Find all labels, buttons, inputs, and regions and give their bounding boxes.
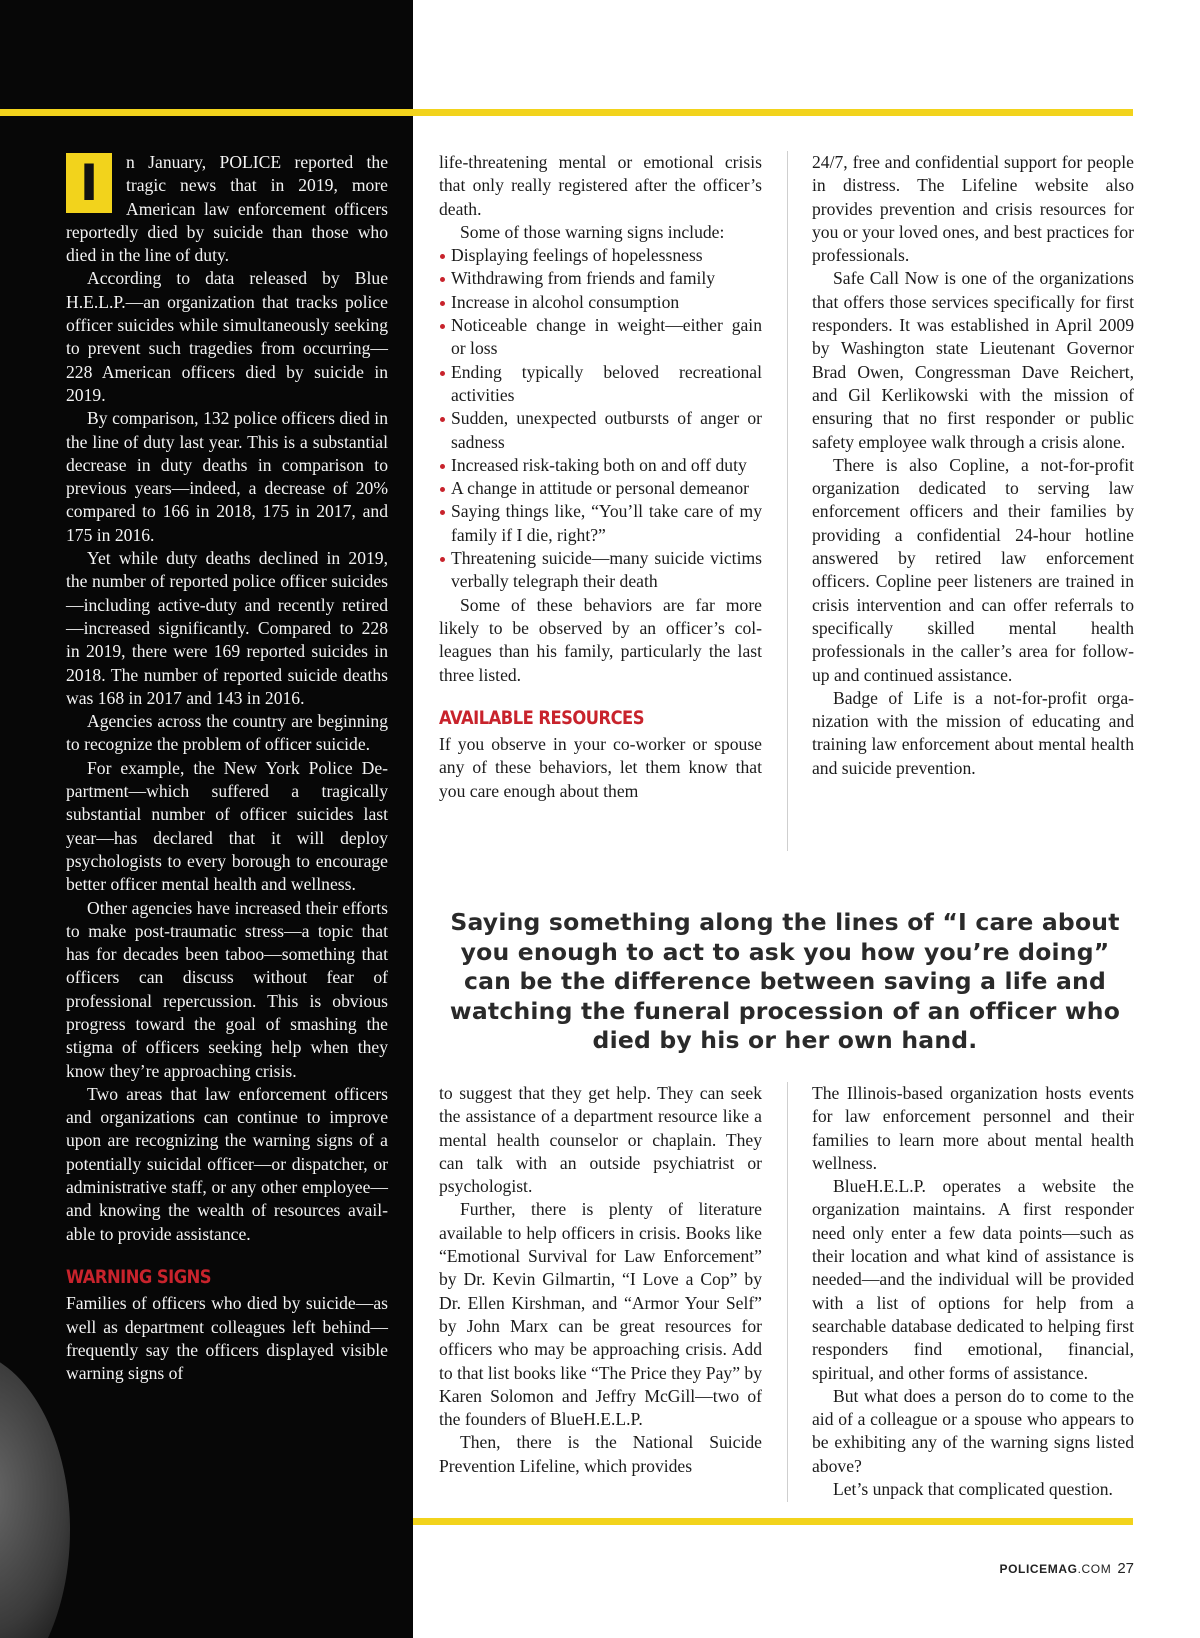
list-item: Ending typically beloved recreational activities [439, 361, 762, 408]
list-item: Displaying feelings of hopelessness [439, 244, 762, 267]
top-yellow-rule-left [0, 109, 413, 116]
list-item: Sudden, unexpected outbursts of anger or sadness [439, 407, 762, 454]
left-column [66, 151, 388, 1385]
page-footer [1000, 1560, 1135, 1577]
paragraph: The Illinois-based organization hosts events for law enforcement personnel and their families to learn more about mental health wellness. [812, 1083, 1134, 1173]
pull-quote: Saying something along the lines of “I care about you enough to act to ask you how you’re doing” can be the difference between saving a life and watching the funeral procession of an officer who died by his or her own hand. [449, 908, 1121, 1054]
paragraph: Yet while duty deaths declined in 2019, the number of reported police officer suicides—including active-duty and recently retired—increased significantly. Compared to 228 in 2019, there were 169 reported suicides in 2018. The number of reported suicide deaths was 168 in 2017 and 143 in 2016. [66, 548, 388, 708]
right-column-bottom [812, 1082, 1134, 1501]
paragraph: But what does a person do to come to the aid of a colleague or a spouse who appears to be exhibiting any of the warning signs listed above? [812, 1385, 1134, 1476]
paragraph: Let’s unpack that complicated question. [833, 1479, 1113, 1500]
paragraph: BlueH.E.L.P. operates a website the organization maintains. A first responder need only enter a few data points—such as their location and what kind of assistance is needed—and the individual will be provided with a list of options for help from a searchable database dedicated to helping first responders find emotional, financial, spiritual, and other forms of assistance. [812, 1176, 1134, 1383]
paragraph: For example, the New York Police Department—which suffered a tragically substantial number of officer suicides last year—has declared that it will deploy psychologists to every borough to encourage better officer mental health and wellness. [66, 757, 388, 895]
paragraph: Families of officers who died by suicide—as well as department colleagues left behind—frequently say the officers displayed visible warning signs of [66, 1293, 388, 1384]
list-item: Noticeable change in weight—either gain or loss [439, 314, 762, 361]
paragraph: n January, POLICE reported the tragic news that in 2019, more American law enforcement officers reportedly died by suicide than those who died in the line of duty. [66, 152, 388, 266]
paragraph: Some of these behaviors are far more likely to be observed by an officer’s colleagues than his family, particularly the last three listed. [439, 594, 762, 685]
list-item: Increased risk-taking both on and off duty [439, 454, 762, 477]
middle-column-top [439, 151, 762, 803]
paragraph: life-threatening mental or emotional crisis that only really registered after the officer’s death. [439, 152, 762, 219]
drop-cap: I [66, 153, 112, 213]
list-item: Saying things like, “You’ll take care of my family if I die, right?” [439, 500, 762, 547]
right-column-top [812, 151, 1134, 780]
subhead-available-resources: AVAILABLE RESOURCES [439, 706, 644, 729]
paragraph: Other agencies have increased their efforts to make post-traumatic stress—a topic that has for decades been taboo—something that officers can discuss without fear of professional repercussion. This is obvious progress toward the goal of smashing the stigma of officers seeking help when they know they’re approaching crisis. [66, 897, 388, 1081]
paragraph: Safe Call Now is one of the organizations that offers those services specifically for first responders. It was established in April 2009 by Washington state Lieutenant Governor Brad Owen, Congressman Dave Reichert, and Gil Kerlikowski with the mission of ensuring that no first responder or public safety employee walk through a crisis alone. [812, 268, 1134, 452]
page-number: 27 [1117, 1560, 1134, 1577]
background-shoulder-image [0, 1350, 70, 1638]
subhead-warning-signs: WARNING SIGNS [66, 1265, 212, 1288]
paragraph: 24/7, free and confidential support for people in distress. The Lifeline website also provides prevention and crisis resources for you or your loved ones, and best practices for professionals. [812, 152, 1134, 266]
warning-signs-list [439, 244, 762, 593]
footer-site-name: POLICEMAG [999, 1562, 1078, 1576]
list-item: Threatening suicide—many suicide victims verbally telegraph their death [439, 547, 762, 594]
list-item: A change in attitude or personal demeanor [439, 477, 762, 500]
bottom-yellow-rule [413, 1518, 1133, 1525]
column-divider [787, 1082, 788, 1502]
paragraph: to suggest that they get help. They can seek the assistance of a department resource like a mental health counselor or chaplain. They can talk with an outside psychiatrist or psychologist. [439, 1083, 762, 1197]
paragraph: Agencies across the country are beginning to recognize the problem of officer suicide. [66, 711, 388, 755]
paragraph: By comparison, 132 police officers died in the line of duty last year. This is a substantial decrease in duty deaths in comparison to previous years—indeed, a decrease of 20% compared to 166 in 2018, 175 in 2017, and 175 in 2016. [66, 408, 388, 545]
footer-site-domain: .COM [1077, 1562, 1112, 1576]
list-item: Increase in alcohol consumption [439, 291, 762, 314]
middle-column-bottom [439, 1082, 762, 1478]
paragraph: Then, there is the National Suicide Prevention Lifeline, which provides [439, 1432, 762, 1476]
paragraph: Further, there is plenty of literature available to help officers in crisis. Books like “Emotional Survival for Law Enforcement” by Dr. Kevin Gilmartin, “I Love a Cop” by Dr. Ellen Kirshman, and “Armor Your Self” by John Marx can be great resources for officers who may be approaching crisis. Add to that list books like “The Price they Pay” by Karen Solomon and Jeffry McGill—two of the founders of BlueH.E.L.P. [439, 1199, 762, 1430]
paragraph: Two areas that law enforcement officers and organizations can continue to improve upon are recognizing the warning signs of a potentially suicidal officer—or dispatcher, or administrative staff, or any other employee—and knowing the wealth of resources available to provide assistance. [66, 1083, 388, 1244]
column-divider [787, 151, 788, 851]
list-item: Withdrawing from friends and family [439, 267, 762, 290]
paragraph: Some of those warning signs include: [460, 221, 725, 242]
paragraph: There is also Copline, a not-for-profit organization dedicated to serving law enforcement officers and their families by providing a confidential 24-hour hotline answered by retired law enforcement officers. Copline peer listeners are trained in crisis intervention and can offer referrals to specifically skilled mental health professionals in the caller’s area for follow-up and continued assistance. [812, 454, 1134, 685]
top-yellow-rule [413, 109, 1133, 116]
paragraph: Badge of Life is a not-for-profit organization with the mission of educating and training law enforcement about mental health and suicide prevention. [812, 687, 1134, 778]
paragraph: According to data released by Blue H.E.L.P.—an organization that tracks police officer suicides while simultaneously seeking to prevent such tragedies from occurring—228 American officers died by suicide in 2019. [66, 268, 388, 405]
paragraph: If you observe in your co-worker or spouse any of these behaviors, let them know that you care enough about them [439, 734, 762, 801]
